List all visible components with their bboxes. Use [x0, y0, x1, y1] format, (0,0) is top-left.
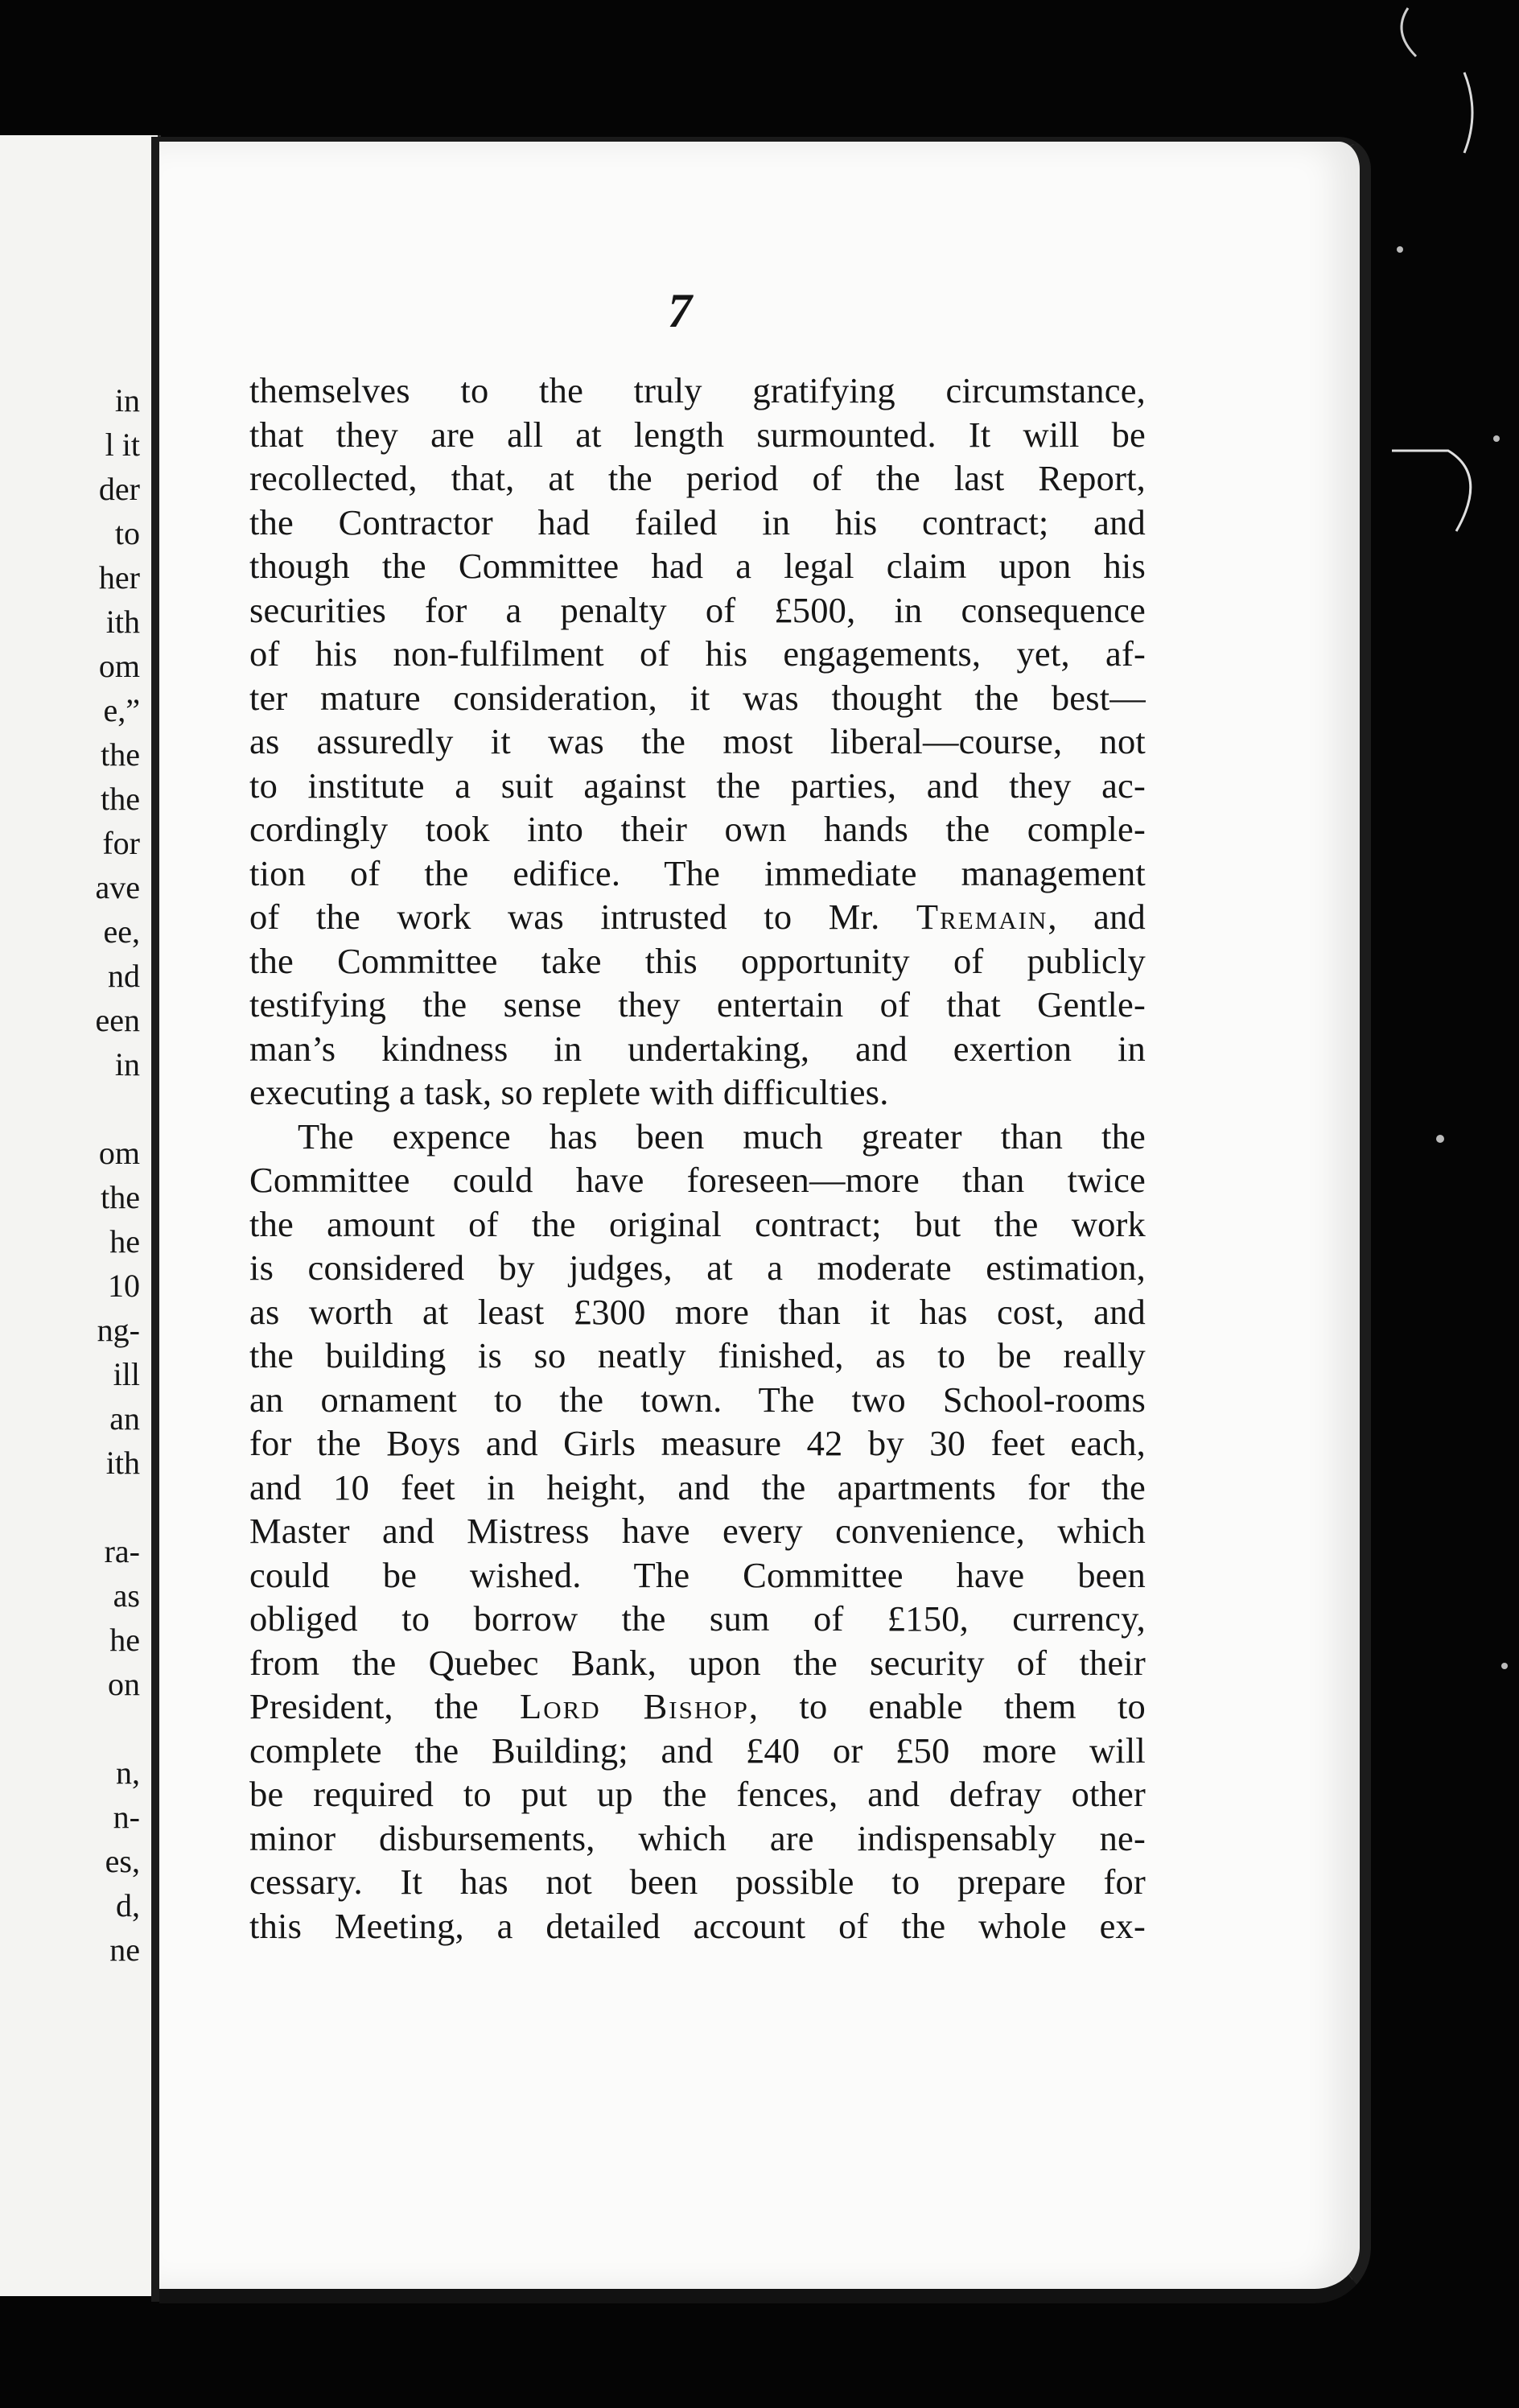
text-line: executing a task, so replete with difficulties. — [249, 1072, 889, 1112]
text-line: testifying the sense they entertain of that Gentle- — [249, 984, 1146, 1025]
text-line: for the Boys and Girls measure 42 by 30 feet each, — [249, 1423, 1146, 1463]
left-page-fragment: the — [101, 1179, 140, 1215]
left-page-fragment: nd — [108, 958, 140, 994]
text-line: cessary. It has not been possible to prepare for — [249, 1862, 1146, 1902]
left-page-fragment: ra- — [104, 1533, 140, 1569]
left-page-fragment: as — [113, 1577, 140, 1614]
text-line: and 10 feet in height, and the apartments for the — [249, 1466, 1146, 1507]
text-line: the amount of the original contract; but the work — [249, 1203, 1146, 1244]
left-page-fragment: d, — [116, 1887, 140, 1924]
left-page-fragment: an — [109, 1400, 140, 1437]
text-line: though the Committee had a legal claim upon his — [249, 546, 1146, 586]
text-line: this Meeting, a detailed account of the whole ex- — [249, 1905, 1146, 1946]
text-line: is considered by judges, at a moderate estimation, — [249, 1247, 1146, 1288]
text-line: be required to put up the fences, and defray other — [249, 1774, 1146, 1814]
text-line: The expence has been much greater than the — [298, 1115, 1146, 1157]
text-line: from the Quebec Bank, upon the security of their — [249, 1642, 1146, 1683]
text-fragment: , to enable them to — [748, 1686, 1146, 1726]
left-page-fragment: the — [101, 781, 140, 817]
text-line: the Contractor had failed in his contract; and — [249, 501, 1146, 542]
text-line: could be wished. The Committee have been — [249, 1554, 1146, 1595]
text-line: ter mature consideration, it was thought the best— — [249, 677, 1146, 718]
left-page-fragment: l it — [105, 427, 140, 463]
text-line: cordingly took into their own hands the comple- — [249, 809, 1146, 849]
left-page-fragment: ee, — [103, 913, 140, 950]
left-page-fragment: e,” — [103, 692, 140, 728]
text-line: recollected, that, at the period of the last Report, — [249, 458, 1146, 498]
left-facing-page — [0, 135, 161, 2296]
left-page-fragment: n, — [116, 1754, 140, 1791]
left-page-fragment: for — [102, 825, 140, 861]
left-page-fragment: ith — [105, 604, 140, 640]
text-line: securities for a penalty of £500, in consequence — [249, 589, 1146, 630]
left-page-fragment: der — [98, 471, 140, 507]
text-line: of his non-fulfilment of his engagements, yet, af- — [249, 633, 1146, 674]
left-page-fragment: he — [109, 1622, 140, 1658]
name-tremain: Tremain — [916, 897, 1048, 937]
name-lord-bishop: Lord Bishop — [520, 1686, 749, 1726]
left-page-fragment: om — [98, 648, 140, 684]
text-line: as assuredly it was the most liberal—course, not — [249, 721, 1146, 761]
scan-margin-marks — [1360, 0, 1519, 2408]
left-page-fragment: 10 — [108, 1268, 140, 1304]
left-page-fragment: to — [114, 515, 140, 551]
text-fragment: , and — [1048, 897, 1146, 937]
page-number: 7 — [668, 284, 692, 337]
left-page-fragment: ith — [105, 1445, 140, 1481]
left-page-fragment: in — [114, 382, 140, 419]
left-page-fragment: om — [98, 1135, 140, 1171]
text-line — [249, 895, 1146, 939]
left-page-fragment: es, — [105, 1843, 140, 1879]
text-line: themselves to the truly gratifying circumstance, — [249, 370, 1146, 410]
text-line: complete the Building; and £40 or £50 more will — [249, 1730, 1146, 1771]
text-line: to institute a suit against the parties, and they ac- — [249, 765, 1146, 806]
left-page-fragment: ave — [95, 869, 140, 905]
left-page-fragment: the — [101, 736, 140, 773]
text-line: Master and Mistress have every convenience, which — [249, 1511, 1146, 1551]
text-line: the building is so neatly finished, as to be really — [249, 1335, 1146, 1375]
left-page-fragment: in — [114, 1046, 140, 1082]
body-text — [249, 369, 1146, 1948]
left-page-fragment: her — [98, 559, 140, 596]
text-fragment: of the work was intrusted to Mr. — [249, 897, 916, 937]
text-line: the Committee take this opportunity of publicly — [249, 940, 1146, 981]
left-page-fragment: ne — [109, 1932, 140, 1968]
text-line — [249, 1684, 1146, 1729]
text-line: as worth at least £300 more than it has cost, and — [249, 1291, 1146, 1332]
text-line: that they are all at length surmounted. It will be — [249, 414, 1146, 455]
text-line: minor disbursements, which are indispensably ne- — [249, 1817, 1146, 1858]
left-page-fragment: n- — [113, 1799, 140, 1835]
text-line: man’s kindness in undertaking, and exertion in — [249, 1028, 1146, 1069]
left-page-fragment: on — [108, 1666, 140, 1702]
left-page-fragment: ill — [113, 1356, 140, 1392]
text-line: an ornament to the town. The two School-rooms — [249, 1379, 1146, 1420]
text-line: Committee could have foreseen—more than twice — [249, 1160, 1146, 1200]
left-page-fragment: ng- — [97, 1312, 140, 1348]
text-fragment: President, the — [249, 1686, 521, 1726]
left-page-fragment: een — [95, 1002, 140, 1038]
left-page-fragment: he — [109, 1223, 140, 1260]
text-line: obliged to borrow the sum of £150, currency, — [249, 1598, 1146, 1639]
text-line: tion of the edifice. The immediate management — [249, 852, 1146, 893]
